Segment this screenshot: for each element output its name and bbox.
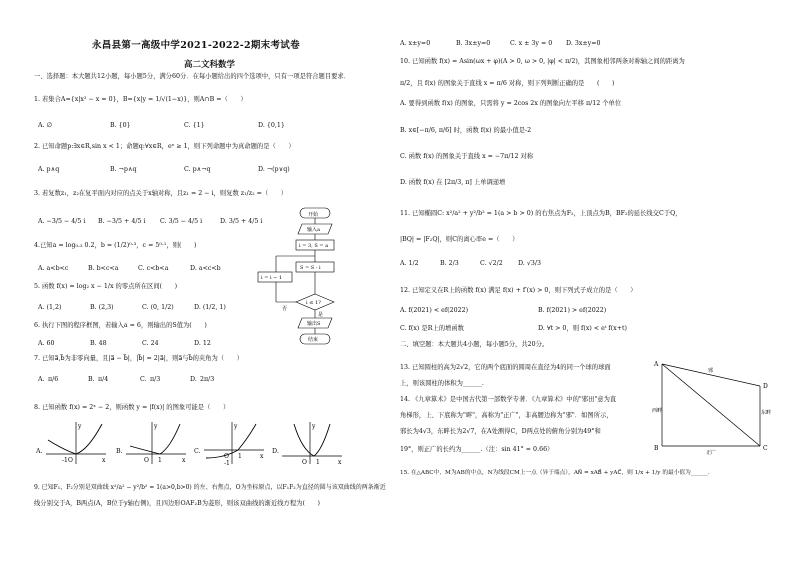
q11-option-a: A. 1/2: [400, 260, 419, 267]
q5-option-d: D. (1/2, 1): [194, 304, 226, 311]
q6-option-a: A. 60: [38, 340, 55, 347]
q10-option-d: D. 函数 f(x) 在 [2π/3, π] 上单调递增: [400, 179, 506, 186]
svg-text:-1: -1: [62, 457, 68, 464]
svg-text:x: x: [182, 457, 186, 464]
svg-text:O: O: [224, 453, 229, 460]
question-13-line-1: 13. 已知圆柱的高为2√2，它的两个底面的圆周在直径为4的同一个球的球面: [400, 364, 611, 371]
question-14-line-1: 14. 《九章算术》是中国古代第一部数学专著．《九章算术》中的"邪田"意为直: [400, 396, 617, 403]
q6-option-c: C. 24: [142, 340, 159, 347]
flowchart-start: 开始: [308, 212, 319, 218]
q7-option-b: π/4: [98, 376, 109, 383]
svg-text:x: x: [338, 459, 342, 466]
program-flowchart: [256, 206, 376, 348]
flowchart-no-label: 否: [282, 306, 288, 312]
q2-option-b: B. ¬p∧q: [110, 166, 137, 173]
question-9-line-2: 线分别交于A，B两点(A，B位于y轴右侧)，且四边形OAF₂B为菱形，则该双曲线的渐近线方程为( ): [34, 500, 320, 507]
section-2-heading: 二、填空题：本大题共4小题，每小题5分，共20分。: [400, 341, 549, 348]
q3-option-d: D. 3/5 + 4/5 i: [220, 218, 263, 225]
q8-option-c-letter: C.: [194, 448, 201, 455]
question-7: 7. 已知a⃗,b⃗为非零向量，且|a⃗ − b⃗|，|b⃗| = 2|a⃗|，则a⃗与b⃗的夹角为（ ）: [34, 355, 243, 362]
svg-text:y: y: [234, 423, 238, 430]
question-11-line-1: 11. 已知椭圆C: x²/a² + y²/b² = 1(a > b > 0) 的右焦点为F₂，上顶点为B，BF₂的延长线交C于Q，: [400, 210, 682, 217]
question-2: 2. 已知命题p:∃x∈R,sin x < 1；命题q:∀x∈R，eˣ ≥ 1，则下列命题中为真命题的是（ ）: [34, 143, 295, 150]
question-6: 6. 执行下图的程序框图，若输入a = 6，则输出的S值为( ): [34, 322, 207, 329]
svg-text:x: x: [260, 453, 264, 460]
q3-option-b: B. −3/5 + 4/5 i: [98, 218, 146, 225]
question-11-line-2: |BQ| = |F₂Q|，则C的离心率e =（ ）: [400, 236, 519, 243]
q12-option-c: C. f(x) 是R上的增函数: [400, 325, 464, 332]
question-14-line-2: 角梯形，上、下底称为"畔"，高称为"正广"，非高腰边称为"邪"．如图所示，: [400, 412, 613, 419]
q8-graph-a: [44, 420, 108, 466]
q4-option-a: A. a<b<c: [38, 265, 69, 272]
svg-text:O: O: [302, 459, 307, 466]
question-4: 4.已知a = log₀.₃ 0.2，b = (1/2)⁰·³，c = 5⁰·¹，则( ): [34, 242, 197, 249]
zhengguang-label: 正广: [706, 450, 717, 456]
q8-graph-b: [124, 420, 188, 466]
exam-title: 永昌县第一高级中学2021-2022-2期末考试卷: [92, 40, 300, 51]
svg-text:-1: -1: [224, 460, 230, 466]
question-10-line-2: π/2，且 f(x) 的图象关于直线 x = π/6 对称，则下列判断正确的是 ( ): [400, 80, 615, 87]
q2-option-d: D. ¬(p∨q): [258, 166, 290, 173]
q1-option-a: A. ∅: [38, 122, 53, 129]
flowchart-init: i = 3, S = a: [299, 243, 329, 249]
q11-option-c: C. √2/2: [480, 260, 503, 267]
q4-option-b: B. b<c<a: [88, 265, 119, 272]
east-side-label: 东畔: [761, 410, 772, 416]
flowchart-yes-label: 是: [318, 312, 324, 318]
q2-option-a: A. p∧q: [38, 166, 60, 173]
flowchart-input: 输入a: [307, 227, 320, 233]
left-column: [34, 0, 390, 561]
svg-text:y: y: [78, 423, 82, 430]
exam-subtitle: 高二文科数学: [184, 60, 236, 70]
q7-option-b-letter: B.: [88, 376, 95, 383]
q3-option-c: C. 3/5 − 4/5 i: [160, 218, 203, 225]
q7-option-d-letter: D.: [190, 376, 197, 383]
q1-option-d: D. {0,1}: [258, 122, 285, 129]
question-1: 1. 若集合A={x|x² − x = 0}，B={x|y = 1/√(1−x)}，则A∩B =（ ）: [34, 96, 247, 103]
question-12: 12. 已知定义在R上的函数 f(x) 满足 f(x) + f′(x) > 0，则下列式子成立的是（ ）: [400, 287, 637, 294]
q5-option-c: C. (0, 1/2): [142, 304, 174, 311]
question-10-line-1: 10. 已知函数 f(x) = Asin(ωx + φ)(A > 0, ω > 0, |φ| < π/2)，其图象相邻两条对称轴之间的距离为: [400, 58, 685, 65]
point-a-label: A: [654, 361, 659, 368]
q1-option-b: B. {0}: [110, 122, 131, 129]
q11-option-b: B. 2/3: [440, 260, 459, 267]
svg-text:y: y: [312, 423, 316, 430]
svg-text:x: x: [102, 457, 106, 464]
question-13-line-2: 上，则该圆柱的体积为______.: [400, 380, 484, 387]
q8-graph-c: [202, 420, 266, 466]
svg-text:O: O: [68, 457, 73, 464]
q9-option-b: B. 3x±y=0: [456, 40, 491, 47]
question-15: 15. 在△ABC中，M为AB的中点，N为线段CM上一点（异于端点），AN⃗ = xAB⃗ + yAC⃗，则 1/x + 1/y 的最小值为______.: [400, 470, 710, 476]
q10-option-a: A. 要得到函数 f(x) 的图象，只需将 y = 2cos 2x 的图象向左平移 π/12 个单位: [400, 100, 622, 107]
flowchart-update-s: S = S · i: [300, 265, 321, 271]
q8-option-b-letter: B.: [116, 448, 123, 455]
q9-option-d: D. 3x±y=0: [566, 40, 601, 47]
q6-option-b: B. 48: [90, 340, 107, 347]
q7-option-a: π/6: [48, 376, 59, 383]
q7-option-a-letter: A.: [38, 376, 45, 383]
svg-text:1: 1: [316, 459, 320, 466]
west-side-label: 西畔: [652, 408, 663, 414]
q8-option-d-letter: D.: [272, 448, 279, 455]
flowchart-output: 输出S: [307, 321, 321, 327]
question-9-line-1: 9. 已知F₁，F₂分别是双曲线 x²/a² − y²/b² = 1(a>0,b>0) 的左、右焦点，O为坐标原点，以F₁F₂为直径的圆与该双曲线的两条渐近: [34, 484, 386, 491]
svg-text:y: y: [154, 423, 158, 430]
svg-text:1: 1: [238, 453, 242, 460]
q1-option-c: C. {1}: [184, 122, 205, 129]
q12-option-a: A. f(2021) < ef(2022): [400, 307, 469, 314]
q9-option-a: A. x±y=0: [400, 40, 431, 47]
trapezoid-figure: [652, 356, 778, 458]
question-8: 8. 已知函数 f(x) = 2ˣ − 2，则函数 y = |f(x)| 的图象可能是（ ）: [34, 404, 230, 411]
question-5: 5. 函数 f(x) = log₂ x − 1/x 的零点所在区间( ): [34, 283, 178, 290]
q4-option-c: C. c<b<a: [138, 265, 169, 272]
question-3: 3. 若复数z₁，z₂在复平面内对应的点关于x轴对称，且z₁ = 2 − i，则复数 z₁/z₂ =（ ）: [34, 190, 288, 197]
point-c-label: C: [763, 445, 768, 452]
q11-option-d: D. √3/3: [518, 260, 541, 267]
q12-option-b: B. f(2021) > ef(2022): [538, 307, 607, 314]
question-14-line-4: 19°，则正广的长约为______.（注：sin 41° ≈ 0.66）: [400, 446, 554, 453]
svg-text:O: O: [144, 457, 149, 464]
flowchart-update-i: i = i − 1: [261, 275, 283, 281]
q5-option-b: B. (2,3): [90, 304, 114, 311]
q5-option-a: A. (1,2): [38, 304, 62, 311]
q9-option-c: C. x ± 3y = 0: [510, 40, 553, 47]
q10-option-c: C. 函数 f(x) 的图象关于直线 x = −7π/12 对称: [400, 153, 534, 160]
right-column: [400, 0, 778, 561]
q2-option-c: C. p∧¬q: [184, 166, 211, 173]
q4-option-d: D. a<c<b: [190, 265, 221, 272]
q3-option-a: A. −3/5 − 4/5 i: [38, 218, 86, 225]
point-b-label: B: [654, 445, 659, 452]
section-1-heading: 一、选择题：本大题共12小题，每小题5分，满分60分．在每小题给出的四个选项中，只有一项是符合题目要求．: [34, 73, 350, 80]
q6-option-d: D. 12: [194, 340, 211, 347]
q8-option-a-letter: A.: [36, 448, 43, 455]
svg-text:1: 1: [158, 457, 162, 464]
q12-option-d: D. ∀t > 0，则 f(x) < eᵗ f(x+t): [538, 325, 627, 332]
q7-option-c-letter: C.: [140, 376, 147, 383]
q7-option-c: π/3: [150, 376, 161, 383]
xie-label: 邪: [708, 368, 714, 374]
q7-option-d: 2π/3: [200, 376, 215, 383]
question-14-line-3: 邪长为4√3，东畔长为2√7，在A处测得C，D两点处的俯角分别为49°和: [400, 428, 601, 435]
flowchart-condition: i ≤ 1?: [306, 300, 321, 306]
flowchart-end: 结束: [308, 337, 319, 343]
q10-option-b: B. x∈[−π/6, π/6] 时，函数 f(x) 的最小值是-2: [400, 127, 532, 134]
point-d-label: D: [763, 383, 768, 390]
q8-graph-d: [280, 420, 344, 466]
